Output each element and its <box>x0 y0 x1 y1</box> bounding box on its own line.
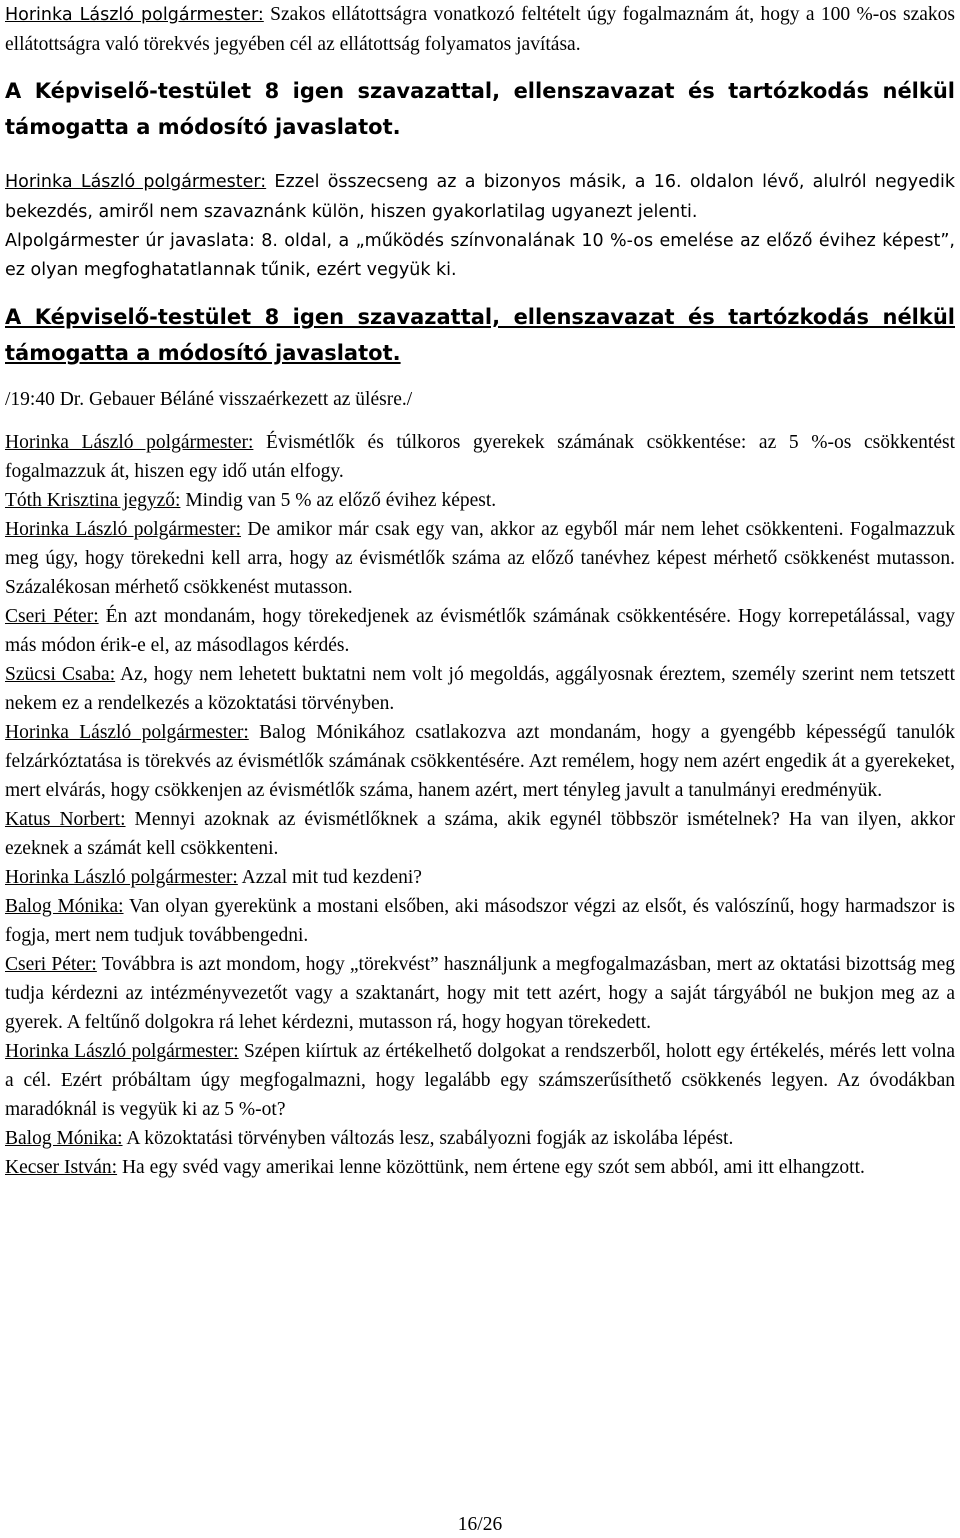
paragraph-text: Évismétlők és túlkoros gyerekek számának csökkentése: az 5 %-os csökkentést fogalmazzuk át, hiszen egy idő után elfogy. <box>5 432 955 482</box>
paragraph-text: Szépen kiírtuk az értékelhető dolgokat a rendszerből, holott egy értékelés, mérés lett volna a cél. Ezért próbáltam úgy megfogalmazni, hogy legalább egy számszerűsíthető csökkenés legyen. Az óvodákban maradóknál is vegyük ki az 5 %-ot? <box>5 1041 955 1120</box>
paragraph <box>5 515 955 602</box>
speaker-name: Horinka László polgármester: <box>5 722 249 743</box>
page-number: 16/26 <box>457 1514 503 1535</box>
document-page <box>5 0 955 1182</box>
speaker-name: Kecser István: <box>5 1157 118 1178</box>
paragraph-text: Balog Mónikához csatlakozva azt mondanám, hogy a gyengébb képességű tanulók felzárkóztatása is törekvés az évismétlők számának csökkentésére. Azt remélem, hogy nem azért engedik át a gyerekeket, mert elvárás, hogy csökkenjen az évismétlők száma, hanem azért, mert tényleg javult a tanulmányi eredményük. <box>5 722 955 801</box>
paragraph-text: Azzal mit tud kezdeni? <box>237 867 422 888</box>
paragraph-text: Továbbra is azt mondom, hogy „törekvést” használjunk a megfogalmazásban, mert az oktatási bizottság meg tudja kérdezni az intézményvezetőt vagy a szaktanárt, hogy mit tett azért, hogy a saját tárgyából ne bukjon meg az a gyerek. A feltűnő dolgokra rá lehet kérdezni, mutasson rá, hogy hogyan törekedett. <box>5 954 955 1033</box>
paragraph <box>5 660 955 718</box>
speaker-name: Balog Mónika: <box>5 896 124 917</box>
speaker-name: Horinka László polgármester: <box>5 5 264 25</box>
speaker-name: Horinka László polgármester: <box>5 867 238 888</box>
paragraph-text: Van olyan gyerekünk a mostani elsőben, aki másodszor végzi az elsőt, és valószínű, hogy harmadszor is fogja, mert nem tudjuk továbbengedni. <box>5 896 955 946</box>
paragraph-text: A közoktatási törvényben változás lesz, szabályozni fogják az iskolába lépést. <box>122 1128 734 1149</box>
speaker-name: Cseri Péter: <box>5 606 99 627</box>
speaker-name: Cseri Péter: <box>5 954 97 975</box>
speaker-name: Horinka László polgármester: <box>5 519 241 540</box>
paragraph <box>5 863 955 892</box>
paragraph-text: Szakos ellátottságra vonatkozó feltételt úgy fogalmaznám át, hogy a 100 %-os szakos ellátottságra való törekvés jegyében cél az ellátottság folyamatos javítása. <box>5 4 955 55</box>
speaker-name: Horinka László polgármester: <box>5 432 254 453</box>
paragraph <box>5 602 955 660</box>
paragraph <box>5 892 955 950</box>
speaker-name: Horinka László polgármester: <box>5 172 267 192</box>
paragraph-text: Az, hogy nem lehetett buktatni nem volt jó megoldás, aggályosnak éreztem, személy szerint nem tetszett nekem ez a rendelkezés a közoktatási törvényben. <box>5 664 955 714</box>
paragraph: /19:40 Dr. Gebauer Béláné visszaérkezett az ülésre./ <box>5 389 413 410</box>
speaker-name: Szücsi Csaba: <box>5 664 116 685</box>
paragraph-text: De amikor már csak egy van, akkor az egyből már nem lehet csökkenteni. Fogalmazzuk meg úgy, hogy törekedni kell arra, hogy az évismétlők száma az előző tanévhez képest mérhető csökkenést mutasson. Százalékosan mérhető csökkenést mutasson. <box>5 519 955 598</box>
paragraph <box>5 167 955 227</box>
vote-result: A Képviselő-testület 8 igen szavazattal, ellenszavazat és tartózkodás nélkül támogatta a módosító javaslatot. <box>5 79 955 139</box>
speaker-name: Tóth Krisztina jegyző: <box>5 490 181 511</box>
paragraph <box>5 428 955 486</box>
paragraph <box>5 805 955 863</box>
paragraph <box>5 1124 955 1153</box>
speaker-name: Balog Mónika: <box>5 1128 123 1149</box>
paragraph <box>5 1037 955 1124</box>
vote-result: A Képviselő-testület 8 igen szavazattal, ellenszavazat és tartózkodás nélkül támogatta a módosító javaslatot. <box>5 305 955 365</box>
paragraph-text: Én azt mondanám, hogy törekedjenek az évismétlők számának csökkentésére. Hogy korrepetálással, vagy más módon érik-e el, az másodlagos kérdés. <box>5 606 955 656</box>
paragraph-text: Ha egy svéd vagy amerikai lenne közöttünk, nem értene egy szót sem abból, ami itt elhangzott. <box>117 1157 865 1178</box>
paragraph <box>5 950 955 1037</box>
speaker-name: Katus Norbert: <box>5 809 126 830</box>
paragraph: Alpolgármester úr javaslata: 8. oldal, a „működés színvonalának 10 %-os emelése az előző évihez képest”, ez olyan megfoghatatlannak tűnik, ezért vegyük ki. <box>5 231 955 280</box>
speaker-name: Horinka László polgármester: <box>5 1041 239 1062</box>
paragraph-text: Mennyi azoknak az évismétlőknek a száma, akik egynél többször ismételnek? Ha van ilyen, akkor ezeknek a számát kell csökkenteni. <box>5 809 955 859</box>
paragraph-text: Mindig van 5 % az előző évihez képest. <box>180 490 497 511</box>
paragraph-text: Ezzel összecseng az a bizonyos másik, a 16. oldalon lévő, alulról negyedik bekezdés, amiről nem szavaznánk külön, hiszen gyakorlatilag ugyanezt jelenti. <box>5 172 956 222</box>
paragraph <box>5 1153 955 1182</box>
paragraph <box>5 0 955 59</box>
paragraph <box>5 718 955 805</box>
paragraph <box>5 486 955 515</box>
